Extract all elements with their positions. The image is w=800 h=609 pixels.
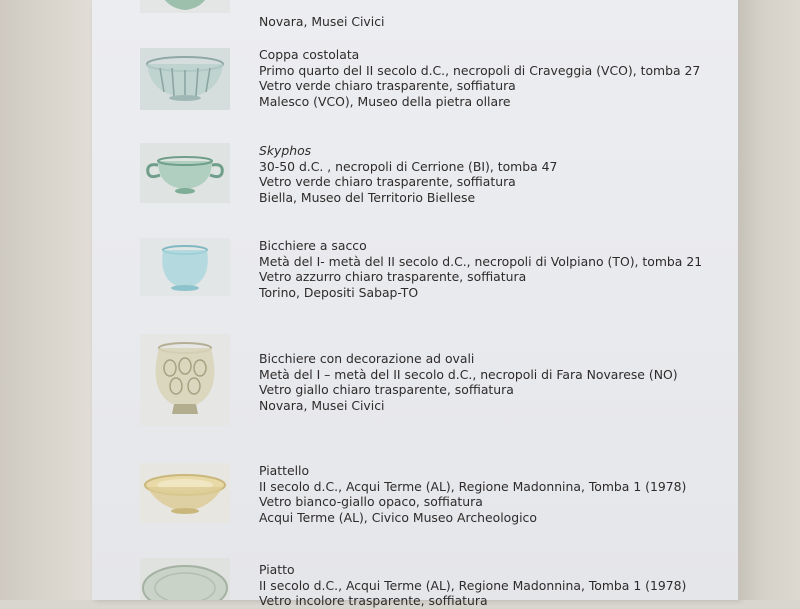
- entry-object-name: Piattello: [259, 463, 310, 478]
- entry-line: Novara, Musei Civici: [259, 397, 385, 413]
- oval-decorated-glass-beaker-image: [140, 334, 230, 426]
- entry-object-name: Bicchiere a sacco: [259, 238, 367, 253]
- ribbed-glass-bowl-image: [140, 48, 230, 110]
- entry-line: Novara, Musei Civici: [259, 13, 385, 29]
- entry-line: Torino, Depositi Sabap-TO: [259, 284, 419, 300]
- museum-label-panel: [92, 0, 738, 608]
- entry-object-name: Piatto: [259, 562, 295, 577]
- entry-line: Metà del I – metà del II secolo d.C., necropoli di Fara Novarese (NO): [259, 366, 678, 382]
- small-opaque-glass-dish-image: [140, 463, 230, 523]
- entry-object-name: [259, 0, 384, 14]
- entry-line: Vetro verde chiaro trasparente, soffiatura: [259, 78, 516, 93]
- entry-line: Vetro verde chiaro trasparente, soffiatura: [259, 174, 516, 189]
- entry-line: Vetro giallo chiaro trasparente, soffiatura: [259, 382, 514, 397]
- entry-line: II secolo d.C., Acqui Terme (AL), Regione Madonnina, Tomba 1 (1978): [259, 478, 687, 494]
- entry-object-name: Skyphos: [259, 143, 312, 158]
- wall-right: [738, 0, 800, 600]
- entry-line: Metà del I- metà del II secolo d.C., necropoli di Volpiano (TO), tomba 21: [259, 253, 703, 269]
- entry-line: Acqui Terme (AL), Civico Museo Archeologico: [259, 509, 537, 525]
- wall-left: [0, 0, 92, 600]
- entry-line: Malesco (VCO), Museo della pietra ollare: [259, 93, 511, 109]
- entry-line: II secolo d.C., Acqui Terme (AL), Regione Madonnina, Tomba 1 (1978): [259, 577, 687, 593]
- entry-object-name: Bicchiere con decorazione ad ovali: [259, 351, 475, 366]
- entry-line: Biella, Museo del Territorio Biellese: [259, 189, 476, 205]
- green-glass-bowl-image: [140, 0, 230, 13]
- entry-object-name: Coppa costolata: [259, 47, 360, 62]
- entry-line: Vetro incolore trasparente, soffiatura: [259, 593, 488, 608]
- glass-plate-image: [140, 558, 230, 600]
- entry-line: Vetro azzurro chiaro trasparente, soffiatura: [259, 269, 527, 284]
- light-blue-glass-beaker-image: [140, 238, 230, 296]
- entry-line: Primo quarto del II secolo d.C., necropoli di Craveggia (VCO), tomba 27: [259, 62, 701, 78]
- entry-line: 30-50 d.C. , necropoli di Cerrione (BI), tomba 47: [259, 158, 558, 174]
- two-handled-glass-cup-image: [140, 143, 230, 203]
- entry-line: Vetro bianco-giallo opaco, soffiatura: [259, 494, 483, 509]
